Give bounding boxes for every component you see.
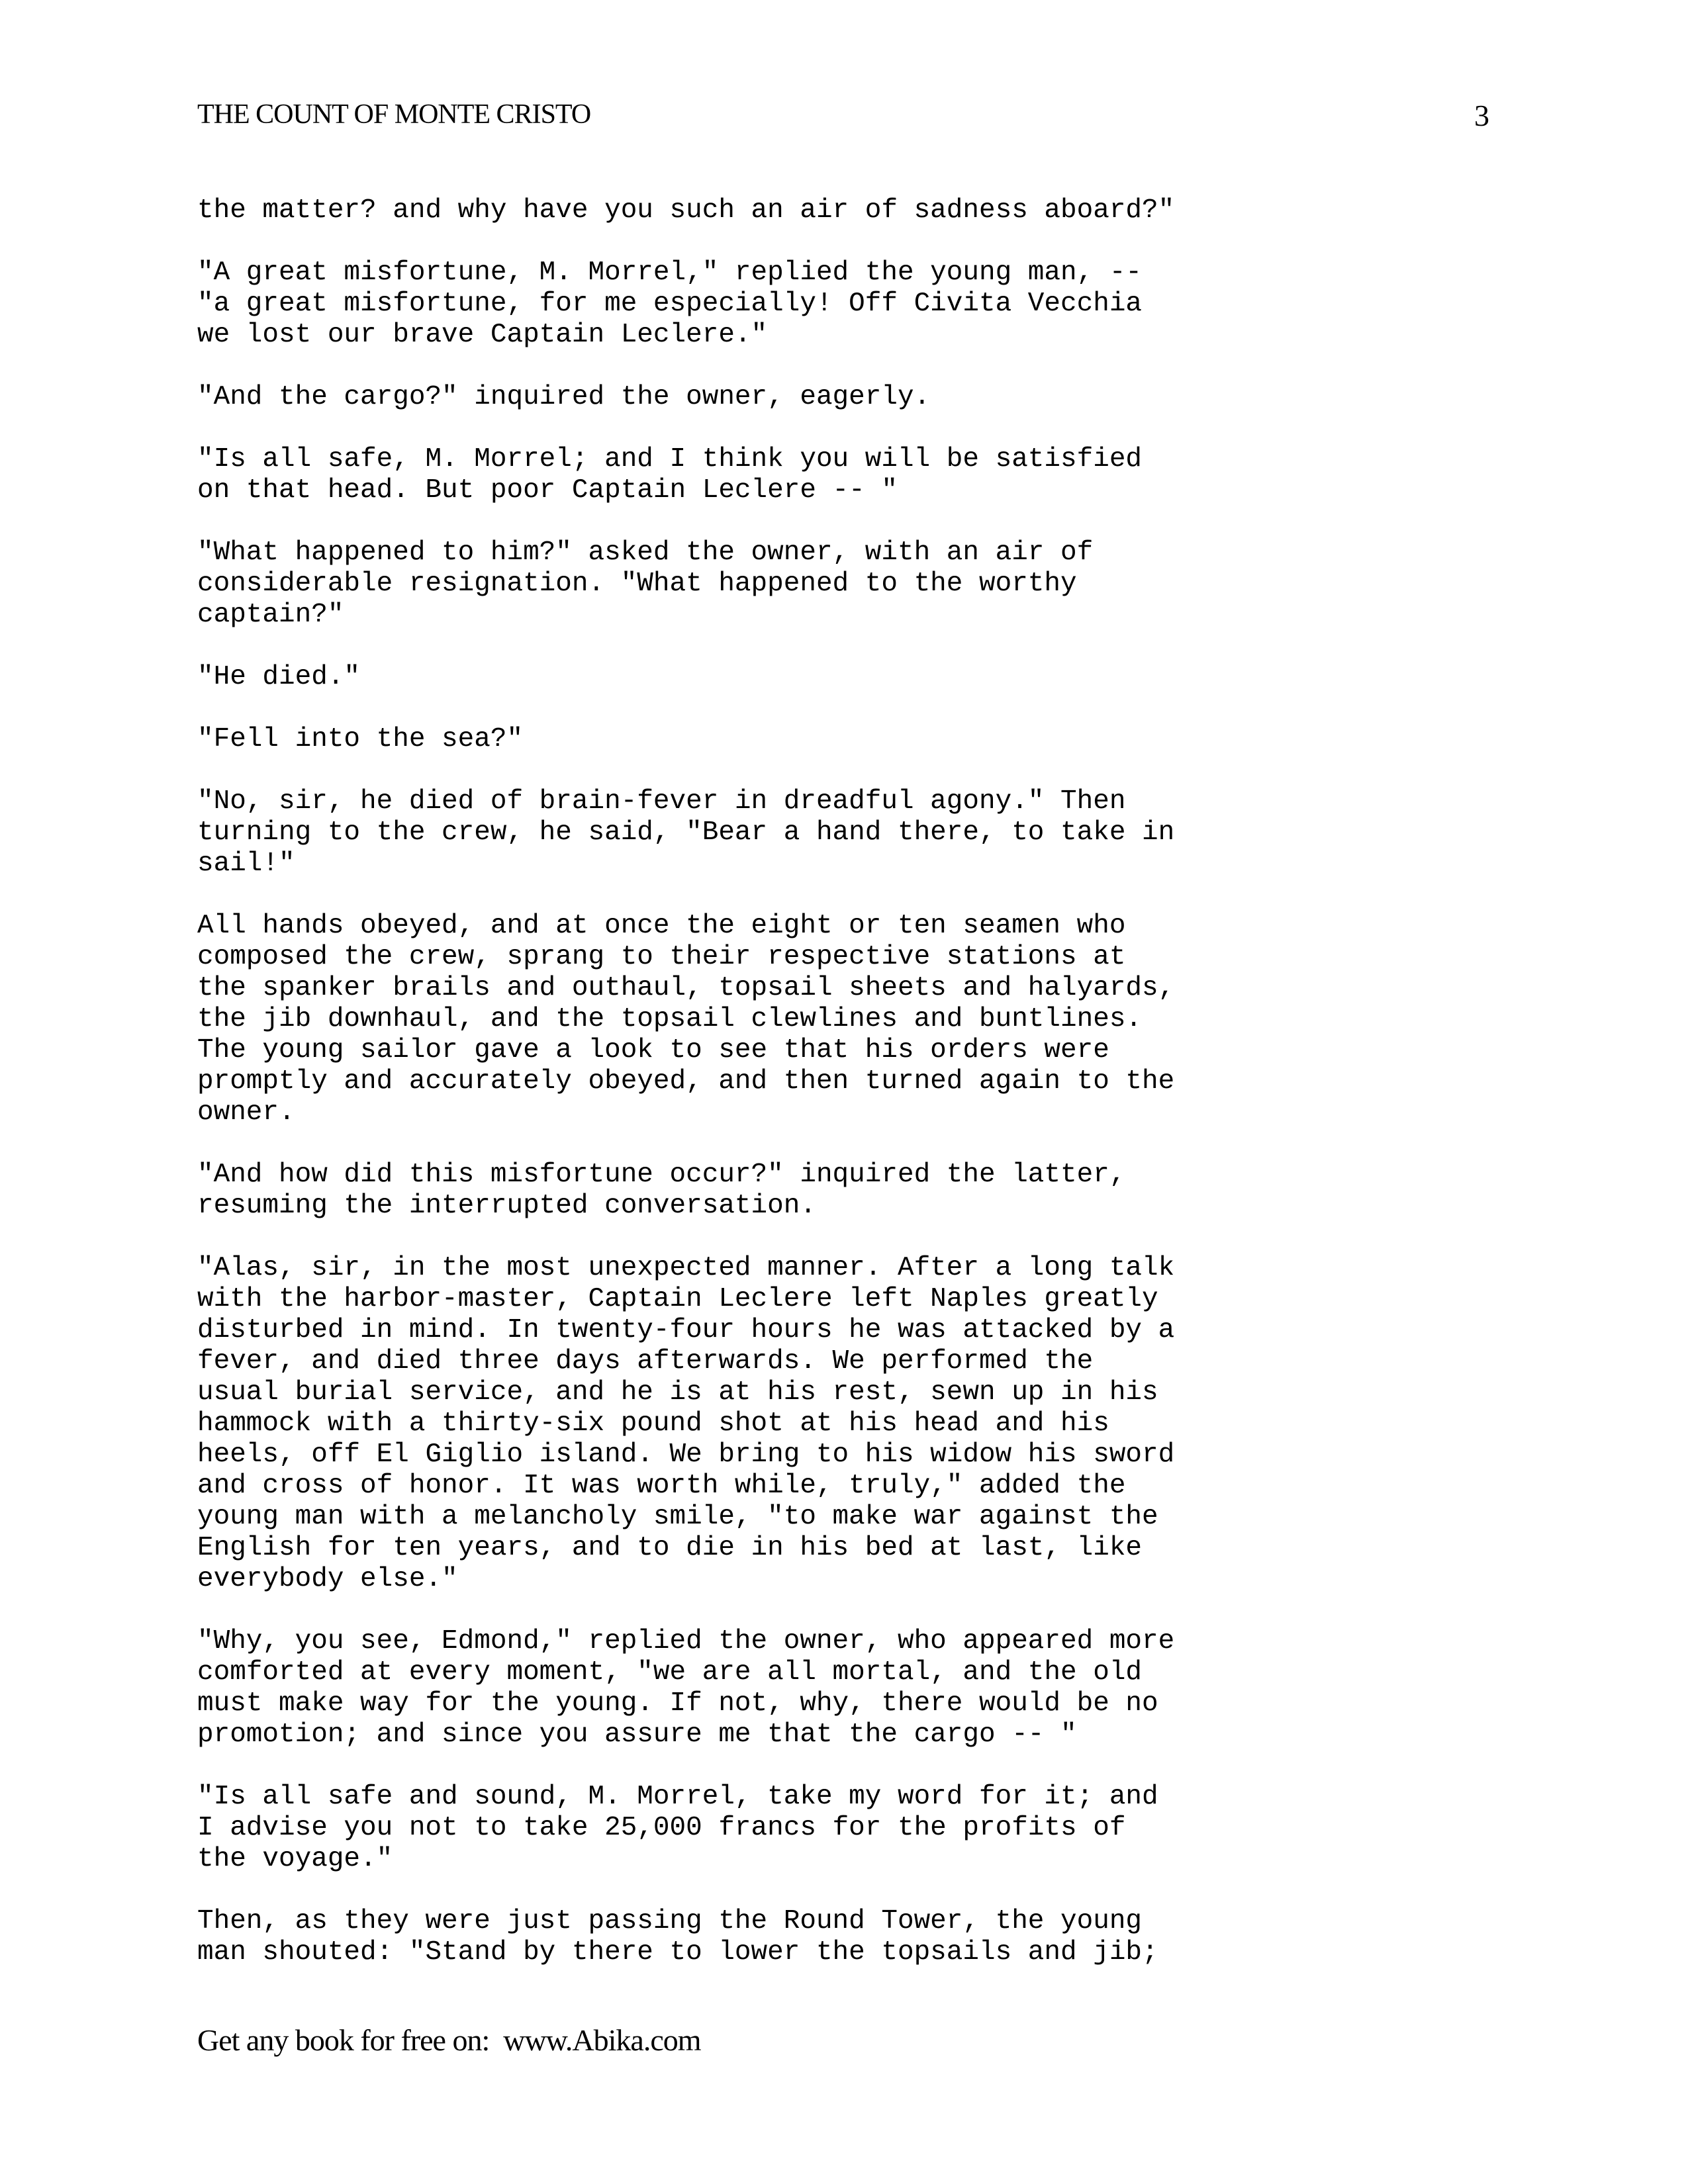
footer-label: Get any book for free on: (197, 2023, 490, 2057)
paragraph: "And how did this misfortune occur?" inquired the latter, resuming the interrupted conversation. (197, 1160, 1126, 1221)
paragraph: "And the cargo?" inquired the owner, eagerly. (197, 382, 931, 412)
paragraph: "Is all safe and sound, M. Morrel, take my word for it; and I advise you not to take 25,000 francs for the profits of the voyage." (197, 1782, 1158, 1874)
body-text (197, 195, 1442, 1999)
running-header-title: THE COUNT OF MONTE CRISTO (197, 99, 591, 130)
paragraph: "Fell into the sea?" (197, 724, 524, 754)
paragraph: "Is all safe, M. Morrel; and I think you will be satisfied on that head. But poor Captain Leclere -- " (197, 444, 1143, 506)
paragraph: "He died." (197, 662, 361, 692)
paragraph: "What happened to him?" asked the owner, with an air of considerable resignation. "What happened to the worthy captain?" (197, 537, 1094, 630)
paragraph: "Alas, sir, in the most unexpected manner. After a long talk with the harbor-master, Captain Leclere left Naples greatly disturbed in mind. In twenty-four hours he was attacked by a fever, and died three days afterwards. We performed the usual burial service, and he is at his rest, sewn up in his hammock with a thirty-six pound shot at his head and his heels, off El Giglio island. We bring to his widow his sword and cross of honor. It was worth while, truly," added the young man with a melancholy smile, "to make war against the English for ten years, and to die in his bed at last, like everybody else." (197, 1253, 1175, 1594)
footer (197, 2022, 701, 2059)
paragraph: "Why, you see, Edmond," replied the owner, who appeared more comforted at every moment, "we are all mortal, and the old must make way for the young. If not, why, there would be no promotion; and since you assure me that the cargo -- " (197, 1626, 1175, 1750)
footer-website-link[interactable]: www.Abika.com (503, 2023, 701, 2057)
paragraph: the matter? and why have you such an air of sadness aboard?" (197, 195, 1175, 226)
paragraph: Then, as they were just passing the Round Tower, the young man shouted: "Stand by there to lower the topsails and jib; (197, 1906, 1158, 1968)
page-number: 3 (1474, 99, 1489, 132)
paragraph: "No, sir, he died of brain-fever in dreadful agony." Then turning to the crew, he said, "Bear a hand there, to take in sail!" (197, 786, 1175, 879)
paragraph: "A great misfortune, M. Morrel," replied the young man, -- "a great misfortune, for me especially! Off Civita Vecchia we lost our brave Captain Leclere." (197, 257, 1143, 350)
paragraph: All hands obeyed, and at once the eight or ten seamen who composed the crew, sprang to their respective stations at the spanker brails and outhaul, topsail sheets and halyards, the jib downhaul, and the topsail clewlines and buntlines. The young sailor gave a look to see that his orders were promptly and accurately obeyed, and then turned again to the owner. (197, 911, 1175, 1128)
